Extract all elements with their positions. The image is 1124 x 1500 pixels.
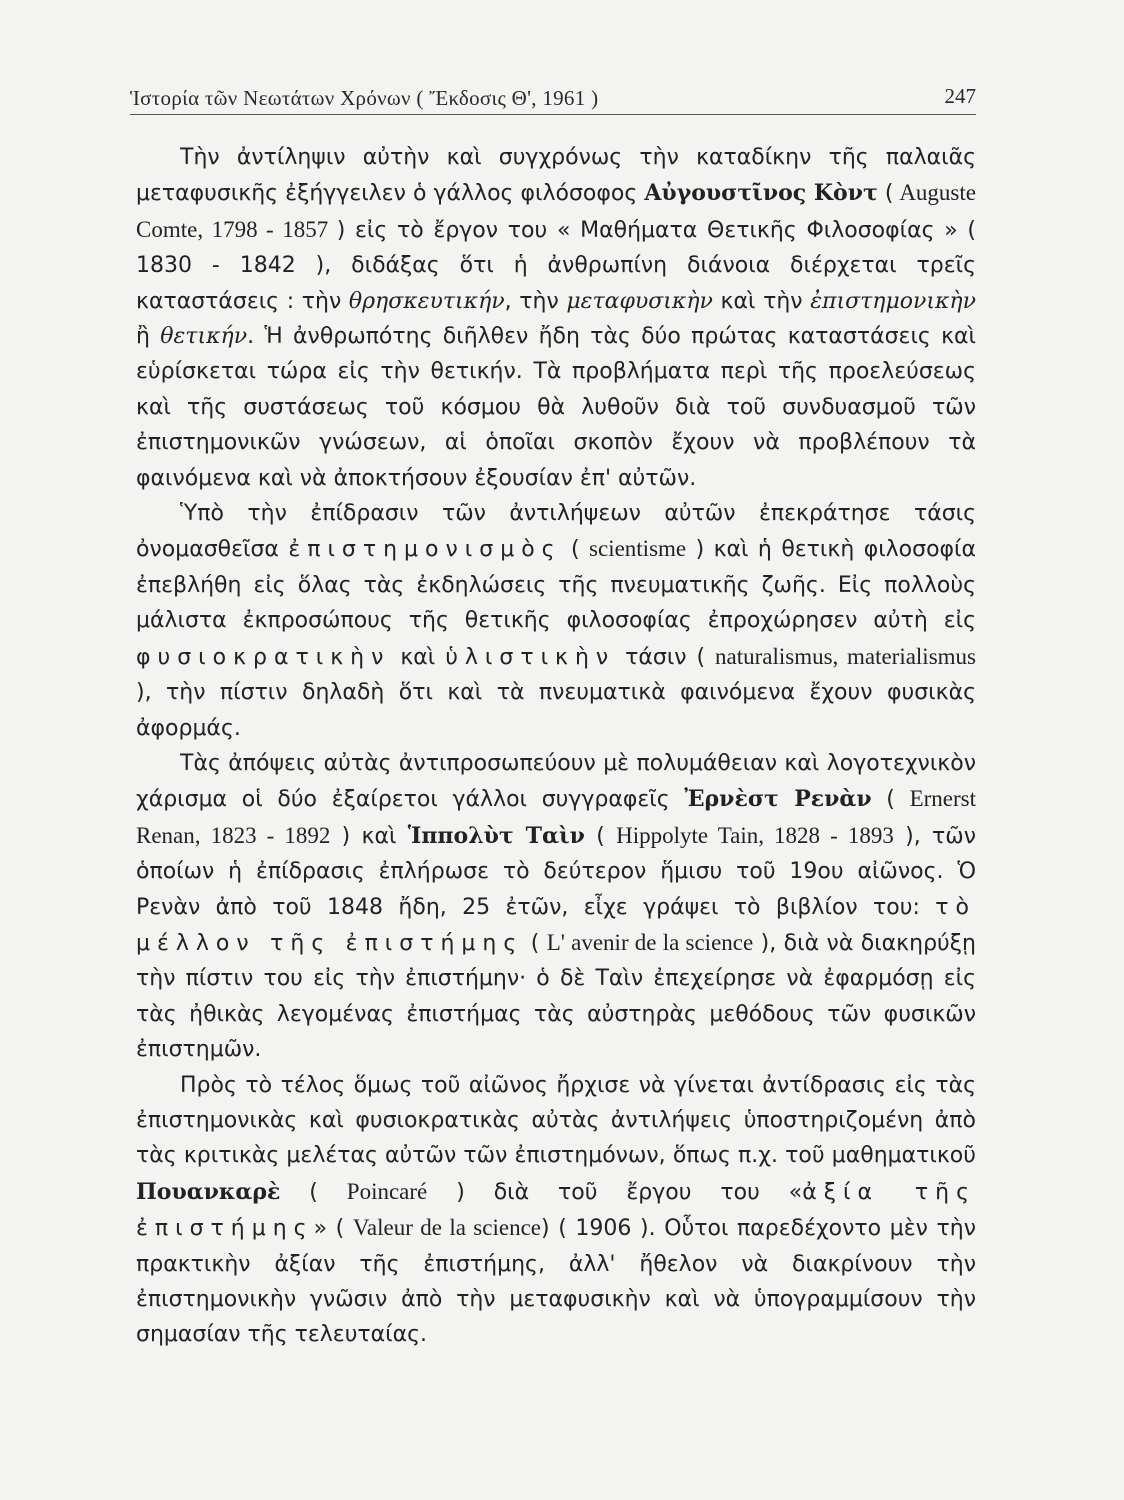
running-head: Ἱστορία τῶν Νεωτάτων Χρόνων ( Ἔκδοσις Θ', 1961 )	[130, 86, 599, 110]
body-text	[136, 140, 976, 1353]
text-run: ) καὶ ἡ θετικὴ φιλοσοφία ἐπεβλήθη εἰς ὅλας τὰς ἐκδηλώσεις τῆς πνευματικῆς ζωῆς. Εἰς πολλοὺς μάλιστα ἐκπροσώπους τῆς θετικῆς φιλοσοφίας ἐπροχώρησεν αὐτὴ εἰς	[136, 537, 977, 634]
paragraph	[136, 1068, 976, 1353]
text-it: θρησκευτικήν	[348, 288, 505, 314]
text-bold: Αὐγουστῖνος Κὸντ	[644, 180, 878, 207]
text-run: (	[561, 537, 590, 563]
text-run: (	[280, 1179, 347, 1205]
text-run: καὶ	[390, 644, 446, 670]
text-run: ἢ	[136, 324, 161, 350]
text-bold: Ἐρνὲστ Ρενὰν	[684, 786, 872, 813]
text-run: . Ἡ ἀνθρωπότης διῆλθεν ἤδη τὰς δύο πρώτας καταστάσεις καὶ εὑρίσκεται τώρα εἰς τὴν θετικήν. Τὰ προβλήματα περὶ τῆς προελεύσεως καὶ τῆς συστάσεως τοῦ κόσμου θὰ λυθοῦν διὰ τοῦ συνδυασμοῦ τῶν ἐπιστημονικῶν γνώσεων, αἱ ὁποῖαι σκοπὸν ἔχουν νὰ προβλέπουν τὰ φαινόμενα καὶ νὰ ἀποκτήσουν ἐξουσίαν ἐπ' αὐτῶν.	[136, 324, 976, 491]
text-run: (	[523, 930, 547, 956]
text-latin: Auguste Comte, 1798 - 1857	[136, 180, 976, 242]
paragraph	[136, 496, 976, 746]
text-sp: τὸ μέλλον τῆς ἐπιστήμης	[136, 894, 976, 956]
text-run: , τὴν	[504, 288, 567, 314]
text-sp: ἐπιστημονισμὸς	[288, 537, 562, 563]
page-number: 247	[944, 84, 976, 108]
text-run: (	[584, 823, 617, 849]
text-sp: ὑλιστικὴν	[445, 644, 616, 670]
text-run: ), διὰ νὰ διακηρύξῃ τὴν πίστιν του εἰς τὴν ἐπιστήμην· ὁ δὲ Ταὶν ἐπεχείρησε νὰ ἐφαρμόσῃ εἰς τὰς ἠθικὰς λεγομένας ἐπιστήμας τὰς αὐστηρὰς μεθόδους τῶν φυσικῶν ἐπιστημῶν.	[136, 930, 976, 1063]
text-run: ) εἰς τὸ ἔργον του « Μαθήματα Θετικῆς Φιλοσοφίας » ( 1830 - 1842 ), διδάξας ὅτι ἡ ἀνθρωπίνη διάνοια διέρχεται τρεῖς καταστάσεις : τὴν	[136, 217, 976, 314]
text-latin: Hippolyte Tain, 1828 - 1893	[616, 822, 894, 848]
text-run: Τὴν ἀντίληψιν αὐτὴν καὶ συγχρόνως τὴν καταδίκην τῆς παλαιᾶς μεταφυσικῆς ἐξήγγειλεν ὁ γάλλος φιλόσοφος	[136, 145, 976, 207]
text-run: τάσιν (	[615, 644, 715, 670]
text-bold: Ἱππολὺτ Ταὶν	[407, 822, 585, 849]
text-latin: naturalismus, materialismus	[715, 643, 976, 669]
text-it: μεταφυσικὴν	[566, 288, 713, 314]
text-run: καὶ τὴν	[712, 288, 811, 314]
text-run: ), τὴν πίστιν δηλαδὴ ὅτι καὶ τὰ πνευματικὰ φαινόμενα ἔχουν φυσικὰς ἀφορμάς.	[136, 680, 976, 741]
text-run: Ὑπὸ τὴν ἐπίδρασιν τῶν ἀντιλήψεων αὐτῶν ἐπεκράτησε τάσις ὀνομασθεῖσα	[136, 501, 976, 563]
text-run: Τὰς ἀπόψεις αὐτὰς ἀντιπροσωπεύουν μὲ πολυμάθειαν καὶ λογοτεχνικὸν χάρισμα οἱ δύο ἐξαίρετοι γάλλοι συγγραφεῖς	[136, 750, 976, 813]
text-latin: L' avenir de la science	[546, 929, 754, 955]
text-run: ) ( 1906 ). Οὗτοι παρεδέχοντο μὲν τὴν πρακτικὴν ἀξίαν τῆς ἐπιστήμης, ἀλλ' ἤθελον νὰ διακρίνουν τὴν ἐπιστημονικὴν γνῶσιν ἀπὸ τὴν μεταφυσικὴν καὶ νὰ ὑπογραμμίσουν τὴν σημασίαν τῆς τελευταίας.	[136, 1216, 977, 1348]
text-run: (	[877, 181, 894, 207]
text-latin: Poincaré	[346, 1178, 428, 1204]
paragraph	[136, 140, 976, 496]
text-sp: ἀξία τῆς ἐπιστήμης	[136, 1179, 976, 1242]
text-latin: Valeur de la science	[352, 1215, 541, 1241]
text-run: ) καὶ	[330, 823, 408, 849]
text-run: ) διὰ τοῦ ἔργου του «	[427, 1179, 803, 1205]
text-it: ἐπιστημονικὴν	[810, 288, 976, 314]
text-run: (	[871, 787, 910, 813]
text-latin: scientisme	[589, 536, 687, 562]
text-sp: φυσιοκρατικὴν	[136, 644, 391, 670]
text-latin: Ernerst Renan, 1823 - 1892	[136, 786, 977, 848]
text-bold: Πουανκαρὲ	[136, 1178, 281, 1205]
paragraph	[136, 746, 976, 1068]
text-run: ), τῶν ὁποίων ἡ ἐπίδρασις ἐπλήρωσε τὸ δεύτερον ἥμισυ τοῦ 19ου αἰῶνος. Ὁ Ρενὰν ἀπὸ τοῦ 1848 ἤδη, 25 ἐτῶν, εἶχε γράψει τὸ βιβλίον του:	[136, 823, 976, 920]
text-it: θετικήν	[160, 324, 248, 350]
text-run: » (	[313, 1216, 353, 1242]
text-run: Πρὸς τὸ τέλος ὅμως τοῦ αἰῶνος ἤρχισε νὰ γίνεται ἀντίδρασις εἰς τὰς ἐπιστημονικὰς καὶ φυσιοκρατικὰς αὐτὰς ἀντιλήψεις ὑποστηριζομένη ἀπὸ τὰς κριτικὰς μελέτας αὐτῶν τῶν ἐπιστημόνων, ὅπως π.χ. τοῦ μαθηματικοῦ	[136, 1072, 976, 1169]
page-header	[130, 78, 976, 115]
